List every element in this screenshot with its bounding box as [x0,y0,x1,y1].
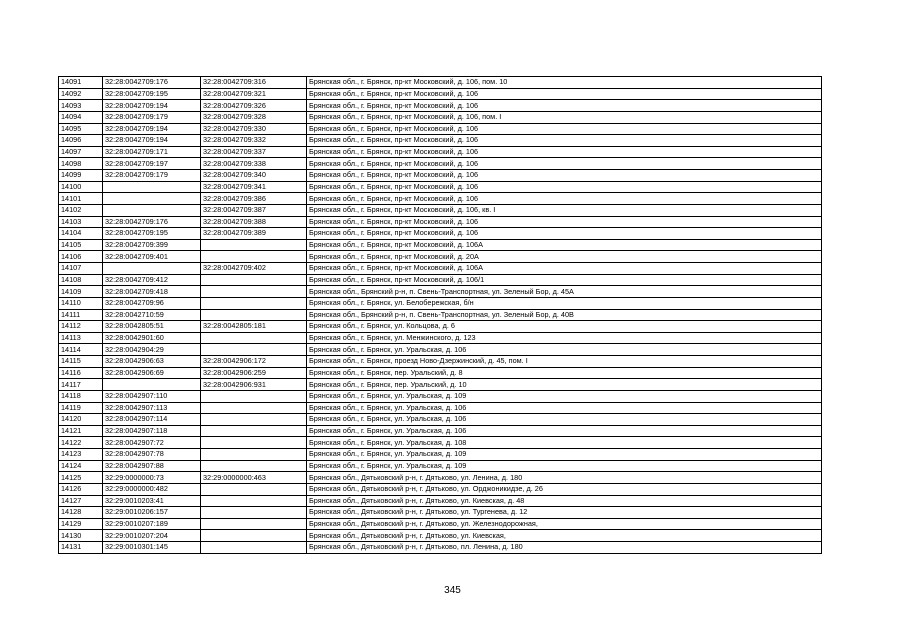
table-row [59,228,822,240]
row-number-cell: 14094 [59,111,103,123]
related-cadastral-number-cell [201,297,307,309]
cadastral-number-cell: 32:28:0042904:29 [103,344,201,356]
cadastral-number-cell [103,181,201,193]
table-row [59,88,822,100]
cadastral-number-cell: 32:28:0042709:197 [103,158,201,170]
row-number-cell: 14099 [59,170,103,182]
related-cadastral-number-cell [201,251,307,263]
row-number-cell: 14098 [59,158,103,170]
address-cell: Брянская обл., г. Брянск, пр-кт Московский, д. 106А [307,263,822,275]
address-cell: Брянская обл., Брянский р-н, п. Свень-Транспортная, ул. Зеленый Бор, д. 45А [307,286,822,298]
table-row [59,100,822,112]
row-number-cell: 14091 [59,77,103,89]
cadastral-number-cell: 32:29:0010207:204 [103,530,201,542]
registry-table [58,76,822,554]
row-number-cell: 14113 [59,332,103,344]
cadastral-number-cell: 32:28:0042906:69 [103,367,201,379]
related-cadastral-number-cell: 32:28:0042709:386 [201,193,307,205]
address-cell: Брянская обл., г. Брянск, пр-кт Московский, д. 106 [307,170,822,182]
row-number-cell: 14107 [59,263,103,275]
page-number: 345 [444,585,461,596]
related-cadastral-number-cell: 32:28:0042906:172 [201,356,307,368]
table-row [59,204,822,216]
address-cell: Брянская обл., г. Брянск, ул. Кольцова, д. 6 [307,321,822,333]
row-number-cell: 14108 [59,274,103,286]
related-cadastral-number-cell [201,437,307,449]
related-cadastral-number-cell: 32:28:0042709:388 [201,216,307,228]
row-number-cell: 14116 [59,367,103,379]
cadastral-number-cell: 32:28:0042709:194 [103,135,201,147]
registry-table-body [59,77,822,554]
related-cadastral-number-cell: 32:28:0042709:389 [201,228,307,240]
row-number-cell: 14103 [59,216,103,228]
cadastral-number-cell: 32:28:0042907:78 [103,449,201,461]
table-row [59,495,822,507]
related-cadastral-number-cell [201,425,307,437]
table-row [59,530,822,542]
address-cell: Брянская обл., г. Брянск, пр-кт Московский, д. 106, пом. 10 [307,77,822,89]
table-row [59,321,822,333]
cadastral-number-cell: 32:28:0042805:51 [103,321,201,333]
address-cell: Брянская обл., г. Брянск, пр-кт Московский, д. 106 [307,193,822,205]
address-cell: Брянская обл., г. Брянск, пр-кт Московский, д. 106, пом. I [307,111,822,123]
cadastral-number-cell [103,379,201,391]
table-row [59,542,822,554]
address-cell: Брянская обл., Дятьковский р-н, г. Дятьково, ул. Киевская, д. 48 [307,495,822,507]
cadastral-number-cell: 32:28:0042901:60 [103,332,201,344]
related-cadastral-number-cell [201,495,307,507]
address-cell: Брянская обл., Дятьковский р-н, г. Дятьково, ул. Железнодорожная, [307,518,822,530]
row-number-cell: 14121 [59,425,103,437]
row-number-cell: 14129 [59,518,103,530]
table-row [59,297,822,309]
address-cell: Брянская обл., г. Брянск, пр-кт Московский, д. 106 [307,123,822,135]
table-row [59,390,822,402]
cadastral-number-cell: 32:28:0042709:176 [103,216,201,228]
related-cadastral-number-cell: 32:28:0042709:332 [201,135,307,147]
table-row [59,274,822,286]
cadastral-number-cell: 32:28:0042709:195 [103,88,201,100]
address-cell: Брянская обл., г. Брянск, ул. Уральская, д. 109 [307,460,822,472]
cadastral-number-cell: 32:28:0042907:88 [103,460,201,472]
address-cell: Брянская обл., г. Брянск, проезд Ново-Дзержинский, д. 45, пом. I [307,356,822,368]
table-row [59,483,822,495]
cadastral-number-cell: 32:28:0042907:113 [103,402,201,414]
related-cadastral-number-cell: 32:28:0042709:328 [201,111,307,123]
row-number-cell: 14101 [59,193,103,205]
row-number-cell: 14104 [59,228,103,240]
row-number-cell: 14124 [59,460,103,472]
row-number-cell: 14128 [59,507,103,519]
address-cell: Брянская обл., г. Брянск, пр-кт Московский, д. 106/1 [307,274,822,286]
address-cell: Брянская обл., г. Брянск, ул. Уральская, д. 106 [307,414,822,426]
related-cadastral-number-cell [201,518,307,530]
cadastral-number-cell: 32:28:0042709:401 [103,251,201,263]
row-number-cell: 14102 [59,204,103,216]
related-cadastral-number-cell: 32:28:0042709:341 [201,181,307,193]
related-cadastral-number-cell: 32:28:0042906:259 [201,367,307,379]
table-row [59,460,822,472]
table-row [59,135,822,147]
cadastral-number-cell: 32:29:0010206:157 [103,507,201,519]
row-number-cell: 14106 [59,251,103,263]
table-row [59,518,822,530]
address-cell: Брянская обл., г. Брянск, пр-кт Московский, д. 106 [307,146,822,158]
row-number-cell: 14117 [59,379,103,391]
related-cadastral-number-cell [201,332,307,344]
cadastral-number-cell: 32:29:0000000:73 [103,472,201,484]
row-number-cell: 14110 [59,297,103,309]
address-cell: Брянская обл., г. Брянск, ул. Уральская, д. 106 [307,425,822,437]
row-number-cell: 14100 [59,181,103,193]
table-row [59,146,822,158]
related-cadastral-number-cell [201,542,307,554]
cadastral-number-cell: 32:28:0042709:176 [103,77,201,89]
table-row [59,263,822,275]
address-cell: Брянская обл., г. Брянск, пр-кт Московский, д. 106 [307,135,822,147]
address-cell: Брянская обл., г. Брянск, пер. Уральский, д. 8 [307,367,822,379]
related-cadastral-number-cell: 32:28:0042709:326 [201,100,307,112]
cadastral-number-cell: 32:29:0010301:145 [103,542,201,554]
table-row [59,193,822,205]
cadastral-number-cell: 32:28:0042709:171 [103,146,201,158]
address-cell: Брянская обл., г. Брянск, ул. Уральская, д. 109 [307,449,822,461]
table-row [59,123,822,135]
address-cell: Брянская обл., Дятьковский р-н, г. Дятьково, ул. Ленина, д. 180 [307,472,822,484]
table-row [59,332,822,344]
row-number-cell: 14130 [59,530,103,542]
cadastral-number-cell: 32:28:0042907:118 [103,425,201,437]
cadastral-number-cell: 32:28:0042709:194 [103,100,201,112]
related-cadastral-number-cell: 32:28:0042709:387 [201,204,307,216]
table-row [59,437,822,449]
table-row [59,170,822,182]
related-cadastral-number-cell: 32:28:0042709:330 [201,123,307,135]
cadastral-number-cell: 32:29:0010203:41 [103,495,201,507]
row-number-cell: 14095 [59,123,103,135]
row-number-cell: 14119 [59,402,103,414]
address-cell: Брянская обл., г. Брянск, ул. Уральская, д. 109 [307,390,822,402]
related-cadastral-number-cell: 32:28:0042709:337 [201,146,307,158]
cadastral-number-cell: 32:28:0042709:412 [103,274,201,286]
table-row [59,309,822,321]
table-row [59,414,822,426]
table-row [59,77,822,89]
row-number-cell: 14092 [59,88,103,100]
address-cell: Брянская обл., г. Брянск, пр-кт Московский, д. 106 [307,181,822,193]
row-number-cell: 14125 [59,472,103,484]
related-cadastral-number-cell [201,390,307,402]
related-cadastral-number-cell [201,239,307,251]
table-row [59,158,822,170]
table-row [59,507,822,519]
row-number-cell: 14111 [59,309,103,321]
related-cadastral-number-cell: 32:28:0042709:338 [201,158,307,170]
cadastral-number-cell: 32:28:0042709:179 [103,111,201,123]
related-cadastral-number-cell: 32:28:0042805:181 [201,321,307,333]
row-number-cell: 14126 [59,483,103,495]
table-row [59,239,822,251]
row-number-cell: 14120 [59,414,103,426]
table-row [59,251,822,263]
address-cell: Брянская обл., г. Брянск, пр-кт Московский, д. 106, кв. I [307,204,822,216]
address-cell: Брянская обл., г. Брянск, пр-кт Московский, д. 106 [307,228,822,240]
table-row [59,344,822,356]
related-cadastral-number-cell [201,414,307,426]
address-cell: Брянская обл., г. Брянск, пер. Уральский, д. 10 [307,379,822,391]
row-number-cell: 14105 [59,239,103,251]
address-cell: Брянская обл., г. Брянск, пр-кт Московский, д. 106 [307,216,822,228]
cadastral-number-cell: 32:28:0042710:59 [103,309,201,321]
cadastral-number-cell: 32:28:0042907:110 [103,390,201,402]
related-cadastral-number-cell [201,530,307,542]
related-cadastral-number-cell [201,507,307,519]
table-row [59,472,822,484]
address-cell: Брянская обл., г. Брянск, ул. Уральская, д. 106 [307,402,822,414]
address-cell: Брянская обл., Дятьковский р-н, г. Дятьково, пл. Ленина, д. 180 [307,542,822,554]
table-row [59,449,822,461]
cadastral-number-cell: 32:28:0042709:418 [103,286,201,298]
table-row [59,356,822,368]
cadastral-number-cell [103,204,201,216]
cadastral-number-cell: 32:28:0042709:194 [103,123,201,135]
row-number-cell: 14127 [59,495,103,507]
cadastral-number-cell [103,193,201,205]
row-number-cell: 14122 [59,437,103,449]
table-row [59,379,822,391]
row-number-cell: 14109 [59,286,103,298]
table-row [59,286,822,298]
table-row [59,216,822,228]
address-cell: Брянская обл., г. Брянск, ул. Менжинского, д. 123 [307,332,822,344]
related-cadastral-number-cell [201,274,307,286]
related-cadastral-number-cell: 32:29:0000000:463 [201,472,307,484]
related-cadastral-number-cell: 32:28:0042709:321 [201,88,307,100]
related-cadastral-number-cell [201,344,307,356]
address-cell: Брянская обл., Брянский р-н, п. Свень-Транспортная, ул. Зеленый Бор, д. 40В [307,309,822,321]
address-cell: Брянская обл., г. Брянск, пр-кт Московский, д. 106 [307,100,822,112]
cadastral-number-cell: 32:28:0042907:114 [103,414,201,426]
row-number-cell: 14118 [59,390,103,402]
related-cadastral-number-cell [201,483,307,495]
address-cell: Брянская обл., г. Брянск, пр-кт Московский, д. 106 [307,158,822,170]
related-cadastral-number-cell [201,402,307,414]
address-cell: Брянская обл., Дятьковский р-н, г. Дятьково, ул. Киевская, [307,530,822,542]
address-cell: Брянская обл., г. Брянск, ул. Уральская, д. 108 [307,437,822,449]
cadastral-number-cell: 32:28:0042709:399 [103,239,201,251]
row-number-cell: 14112 [59,321,103,333]
address-cell: Брянская обл., г. Брянск, пр-кт Московский, д. 106А [307,239,822,251]
table-row [59,181,822,193]
table-row [59,367,822,379]
cadastral-number-cell: 32:28:0042907:72 [103,437,201,449]
table-row [59,111,822,123]
address-cell: Брянская обл., Дятьковский р-н, г. Дятьково, ул. Орджоникидзе, д. 26 [307,483,822,495]
table-row [59,425,822,437]
related-cadastral-number-cell: 32:28:0042906:931 [201,379,307,391]
row-number-cell: 14097 [59,146,103,158]
cadastral-number-cell: 32:29:0010207:189 [103,518,201,530]
cadastral-number-cell: 32:28:0042709:195 [103,228,201,240]
address-cell: Брянская обл., г. Брянск, ул. Белобережская, б/н [307,297,822,309]
related-cadastral-number-cell [201,286,307,298]
cadastral-number-cell: 32:28:0042906:63 [103,356,201,368]
address-cell: Брянская обл., Дятьковский р-н, г. Дятьково, ул. Тургенева, д. 12 [307,507,822,519]
related-cadastral-number-cell [201,309,307,321]
address-cell: Брянская обл., г. Брянск, ул. Уральская, д. 106 [307,344,822,356]
address-cell: Брянская обл., г. Брянск, пр-кт Московский, д. 20А [307,251,822,263]
related-cadastral-number-cell [201,449,307,461]
row-number-cell: 14096 [59,135,103,147]
cadastral-number-cell [103,263,201,275]
row-number-cell: 14123 [59,449,103,461]
cadastral-number-cell: 32:28:0042709:96 [103,297,201,309]
cadastral-number-cell: 32:28:0042709:179 [103,170,201,182]
row-number-cell: 14114 [59,344,103,356]
row-number-cell: 14131 [59,542,103,554]
cadastral-number-cell: 32:29:0000000:482 [103,483,201,495]
related-cadastral-number-cell: 32:28:0042709:316 [201,77,307,89]
row-number-cell: 14093 [59,100,103,112]
related-cadastral-number-cell: 32:28:0042709:402 [201,263,307,275]
table-row [59,402,822,414]
related-cadastral-number-cell [201,460,307,472]
row-number-cell: 14115 [59,356,103,368]
related-cadastral-number-cell: 32:28:0042709:340 [201,170,307,182]
address-cell: Брянская обл., г. Брянск, пр-кт Московский, д. 106 [307,88,822,100]
